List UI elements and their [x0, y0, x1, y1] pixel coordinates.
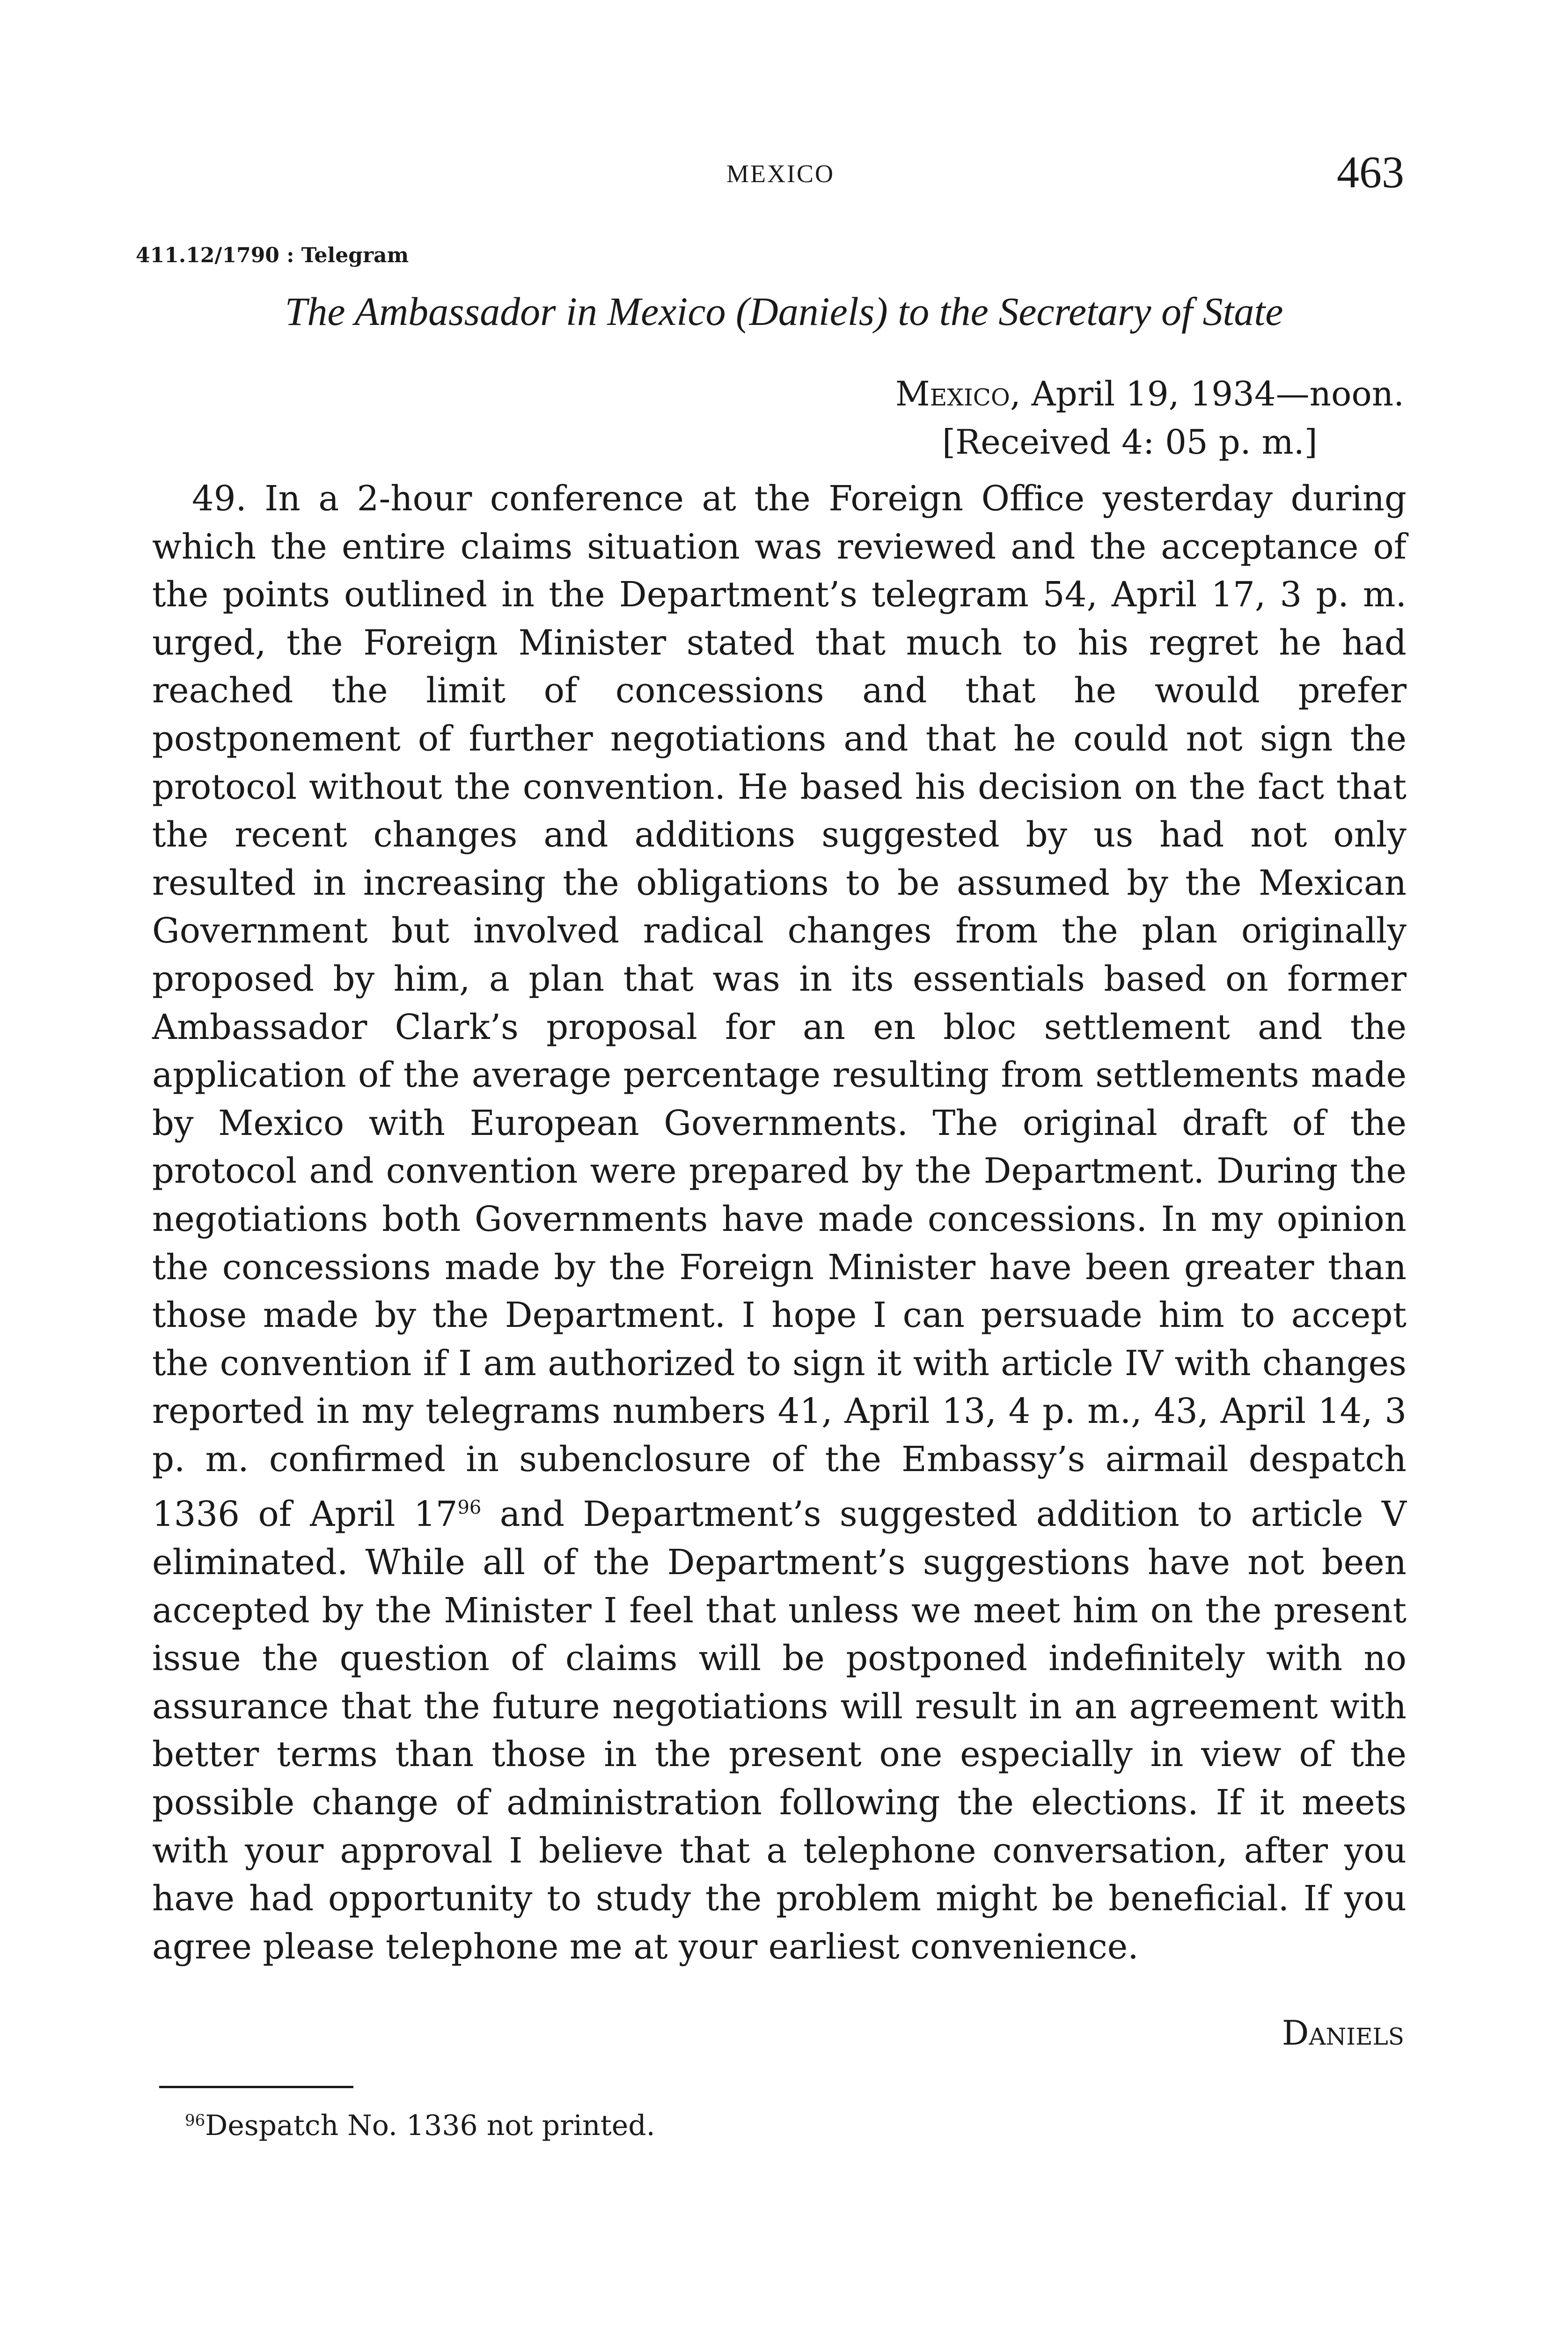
footnote [185, 2109, 655, 2142]
file-reference: 411.12/1790 : Telegram [136, 243, 409, 267]
dateline [895, 370, 1404, 466]
footnote-divider [159, 2086, 353, 2088]
document-title: The Ambassador in Mexico (Daniels) to the Secretary of State [285, 289, 1283, 334]
footnote-text: Despatch No. 1336 not printed. [205, 2109, 655, 2142]
footnote-marker: 96 [185, 2111, 205, 2130]
dateline-place: Mexico [895, 374, 1010, 413]
telegram-body [152, 475, 1407, 1971]
dateline-line [895, 370, 1404, 418]
running-title: MEXICO [726, 160, 835, 188]
page-number: 463 [1337, 147, 1404, 197]
body-text-part-1: 49. In a 2-hour conference at the Foreign Office yesterday during which the entire claims situation was reviewed and the acceptance of the points outlined in the Department’s telegram 54, April 17, 3 p. m. urged, the Foreign Minister stated that much to his regret he had reached the limit of concessions and that he would prefer postponement of further negotiations and that he could not sign the protocol without the convention. He based his decision on the fact that the recent changes and additions suggested by us had not only resulted in increasing the obligations to be assumed by the Mexican Government but involved radical changes from the plan originally proposed by him, a plan that was in its essentials based on former Ambassador Clark’s proposal for an en bloc settlement and the application of the average percentage resulting from settlements made by Mexico with European Governments. The original draft of the protocol and convention were prepared by the Department. During the negotiations both Governments have made concessions. In my opinion the concessions made by the Foreign Minister have been greater than those made by the Department. I hope I can persuade him to accept the convention if I am authorized to sign it with article IV with changes reported in my telegrams numbers 41, April 13, 4 p. m., 43, April 14, 3 p. m. confirmed in subenclosure of the Embassy’s airmail despatch 1336 of April 17 [152, 479, 1407, 1535]
body-text-part-2: and Department’s suggested addition to article V eliminated. While all of the Department’s suggestions have not been accepted by the Minister I feel that unless we meet him on the present issue the question of claims will be postponed indefinitely with no assurance that the future negotiations will result in an agreement with better terms than those in the present one especially in view of the possible change of administration following the elections. If it meets with your approval I believe that a telephone conversation, after you have had opportunity to study the problem might be beneficial. If you agree please telephone me at your earliest convenience. [152, 1494, 1407, 1967]
received-time: [Received 4: 05 p. m.] [942, 422, 1318, 462]
footnote-reference: 96 [457, 1497, 482, 1519]
signature: Daniels [1282, 2013, 1404, 2053]
running-head [157, 140, 1404, 197]
dateline-date: , April 19, 1934—noon. [1010, 374, 1404, 413]
